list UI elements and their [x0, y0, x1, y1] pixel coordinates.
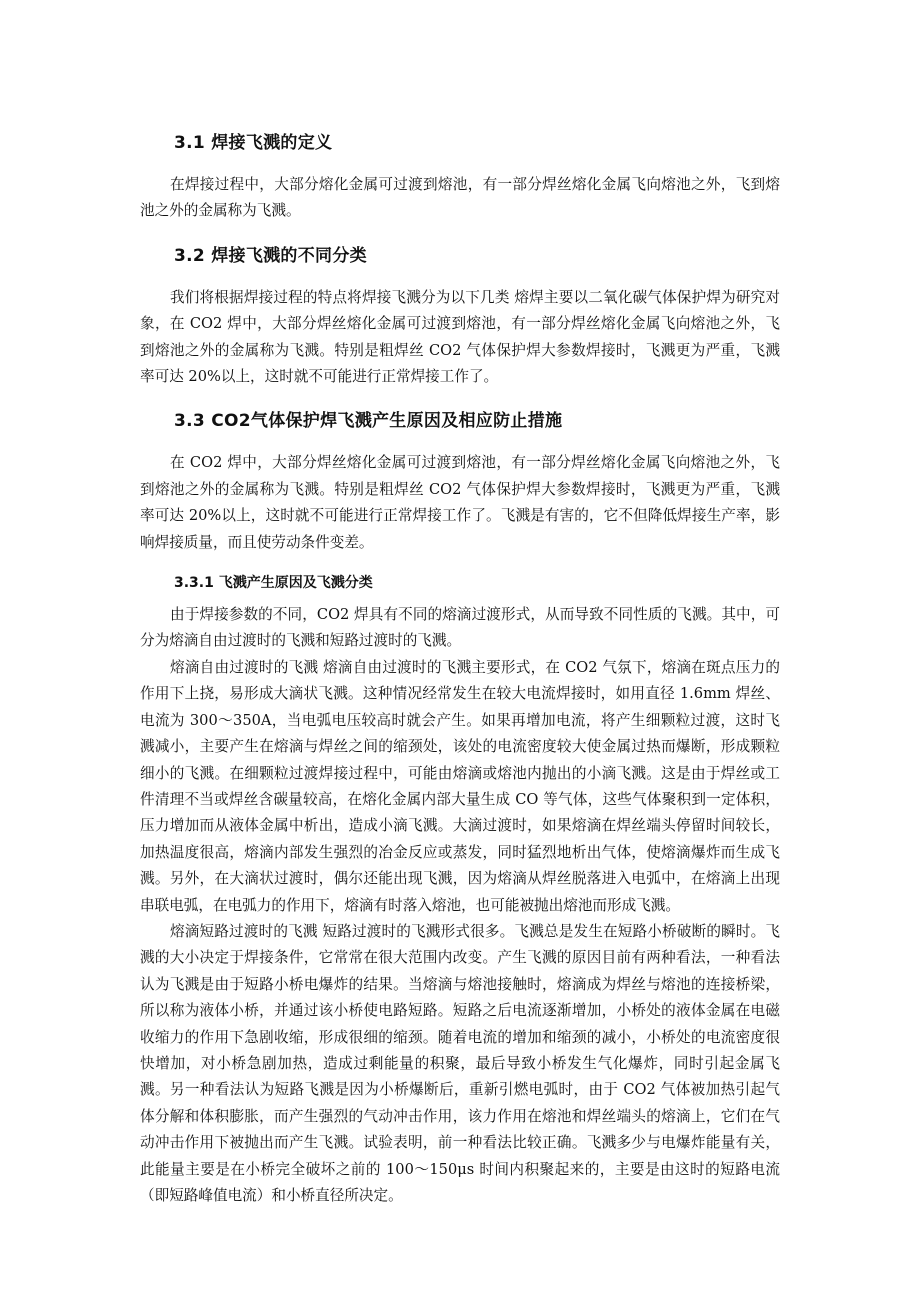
- section-heading-3-3: 3.3 CO2气体保护焊飞溅产生原因及相应防止措施: [174, 411, 563, 432]
- subsection-3-3-1-paragraph-free-transfer: 熔滴自由过渡时的飞溅 熔滴自由过渡时的飞溅主要形式，在 CO2 气氛下，熔滴在斑点压力的作用下上挠，易形成大滴状飞溅。这种情况经常发生在较大电流焊接时，如用直径 1.6mm 焊丝、电流为 300～350A，当电弧电压较高时就会产生。如果再增加电流，将产生细颗粒过渡，这时飞溅减小，主要产生在熔滴与焊丝之间的缩颈处，该处的电流密度较大使金属过热而爆断，形成颗粒细小的飞溅。在细颗粒过渡焊接过程中，可能由熔滴或熔池内抛出的小滴飞溅。这是由于焊丝或工件清理不当或焊丝含碳量较高，在熔化金属内部大量生成 CO 等气体，这些气体聚积到一定体积，压力增加而从液体金属中析出，造成小滴飞溅。大滴过渡时，如果熔滴在焊丝端头停留时间较长，加热温度很高，熔滴内部发生强烈的冶金反应或蒸发，同时猛烈地析出气体，使熔滴爆炸而生成飞溅。另外，在大滴状过渡时，偶尔还能出现飞溅，因为熔滴从焊丝脱落进入电弧中，在熔滴上出现串联电弧，在电弧力的作用下，熔滴有时落入熔池，也可能被抛出熔池而形成飞溅。: [140, 658, 780, 914]
- subsection-3-3-1-paragraph-short-circuit: 熔滴短路过渡时的飞溅 短路过渡时的飞溅形式很多。飞溅总是发生在短路小桥破断的瞬时。飞溅的大小决定于焊接条件，它常常在很大范围内改变。产生飞溅的原因目前有两种看法，一种看法认为飞溅是由于短路小桥电爆炸的结果。当熔滴与熔池接触时，熔滴成为焊丝与熔池的连接桥梁，所以称为液体小桥，并通过该小桥使电路短路。短路之后电流逐渐增加，小桥处的液体金属在电磁收缩力的作用下急剧收缩，形成很细的缩颈。随着电流的增加和缩颈的减小，小桥处的电流密度很快增加，对小桥急剧加热，造成过剩能量的积聚，最后导致小桥发生气化爆炸，同时引起金属飞溅。另一种看法认为短路飞溅是因为小桥爆断后，重新引燃电弧时，由于 CO2 气体被加热引起气体分解和体积膨胀，而产生强烈的气动冲击作用，该力作用在熔池和焊丝端头的熔滴上，它们在气动冲击作用下被抛出而产生飞溅。试验表明，前一种看法比较正确。飞溅多少与电爆炸能量有关，此能量主要是在小桥完全破坏之前的 100～150μs 时间内积聚起来的，主要是由这时的短路电流（即短路峰值电流）和小桥直径所决定。: [140, 922, 780, 1204]
- section-heading-3-2: 3.2 焊接飞溅的不同分类: [174, 245, 367, 266]
- section-3-1-paragraph: 在焊接过程中，大部分熔化金属可过渡到熔池，有一部分焊丝熔化金属飞向熔池之外，飞到熔池之外的金属称为飞溅。: [140, 176, 780, 220]
- section-heading-3-1: 3.1 焊接飞溅的定义: [174, 133, 333, 153]
- subsection-heading-3-3-1: 3.3.1 飞溅产生原因及飞溅分类: [174, 575, 373, 592]
- section-3-3-paragraph: 在 CO2 焊中，大部分焊丝熔化金属可过渡到熔池，有一部分焊丝熔化金属飞向熔池之外，飞到熔池之外的金属称为飞溅。特别是粗焊丝 CO2 气体保护焊大参数焊接时，飞溅更为严重，飞溅率可达 20%以上，这时就不可能进行正常焊接工作了。飞溅是有害的，它不但降低焊接生产率，影响焊接质量，而且使劳动条件变差。: [140, 454, 780, 551]
- subsection-3-3-1-paragraph-intro: 由于焊接参数的不同，CO2 焊具有不同的熔滴过渡形式，从而导致不同性质的飞溅。其中，可分为熔滴自由过渡时的飞溅和短路过渡时的飞溅。: [140, 606, 780, 650]
- section-3-2-paragraph: 我们将根据焊接过程的特点将焊接飞溅分为以下几类 熔焊主要以二氧化碳气体保护焊为研究对象，在 CO2 焊中，大部分焊丝熔化金属可过渡到熔池，有一部分焊丝熔化金属飞向熔池之外，飞到熔池之外的金属称为飞溅。特别是粗焊丝 CO2 气体保护焊大参数焊接时，飞溅更为严重，飞溅率可达 20%以上，这时就不可能进行正常焊接工作了。: [140, 288, 780, 386]
- document-body: [140, 130, 780, 1209]
